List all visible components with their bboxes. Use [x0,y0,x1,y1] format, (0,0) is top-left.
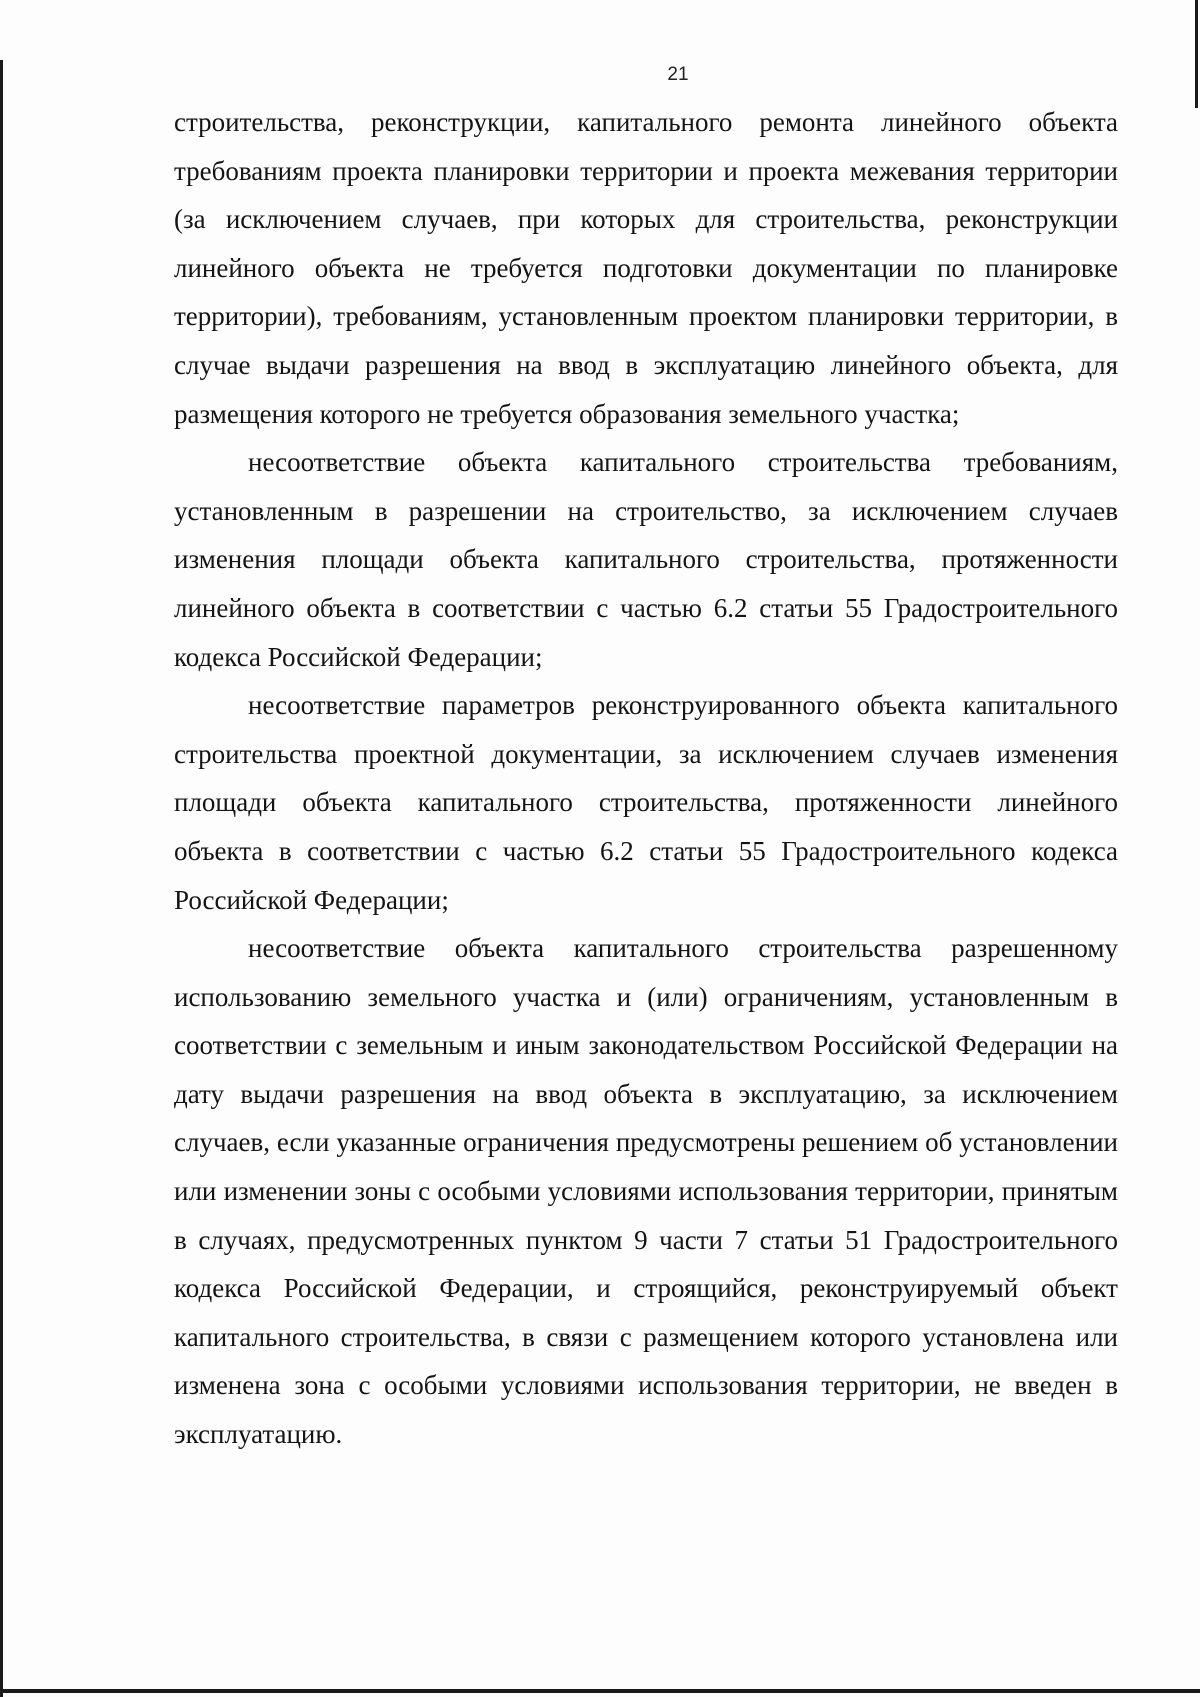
scan-edge-right [1195,0,1198,108]
paragraph: несоответствие параметров реконструированного объекта капитального строительства проектной документации, за исключением случаев изменения площади объекта капитального строительства, протяженности линейного объекта в соответствии с частью 6.2 статьи 55 Градостроительного кодекса Российской Федерации; [174,690,1118,915]
scan-edge-left [0,60,3,1697]
paragraph: несоответствие объекта капитального строительства требованиям, установленным в разрешении на строительство, за исключением случаев изменения площади объекта капитального строительства, протяженности линейного объекта в соответствии с частью 6.2 статьи 55 Градостроительного кодекса Российской Федерации; [174,447,1118,672]
paragraph: несоответствие объекта капитального строительства разрешенному использованию земельного участка и (или) ограничениям, установленным в соответствии с земельным и иным законодательством Российской Федерации на дату выдачи разрешения на ввод объекта в эксплуатацию, за исключением случаев, если указанные ограничения предусмотрены решением об установлении или изменении зоны с особыми условиями использования территории, принятым в случаях, предусмотренных пунктом 9 части 7 статьи 51 Градостроительного кодекса Российской Федерации, и строящийся, реконструируемый объект капитального строительства, в связи с размещением которого установлена или изменена зона с особыми условиями использования территории, не введен в эксплуатацию. [174,933,1118,1450]
page-number: 21 [667,64,689,85]
scan-edge-bottom [0,1689,1200,1693]
document-body [174,98,1118,1459]
paragraph-continuation: строительства, реконструкции, капитального ремонта линейного объекта требованиям проекта планировки территории и проекта межевания территории (за исключением случаев, при которых для строительства, реконструкции линейного объекта не требуется подготовки документации по планировке территории), требованиям, установленным проектом планировки территории, в случае выдачи разрешения на ввод в эксплуатацию линейного объекта, для размещения которого не требуется образования земельного участка; [174,107,1118,429]
